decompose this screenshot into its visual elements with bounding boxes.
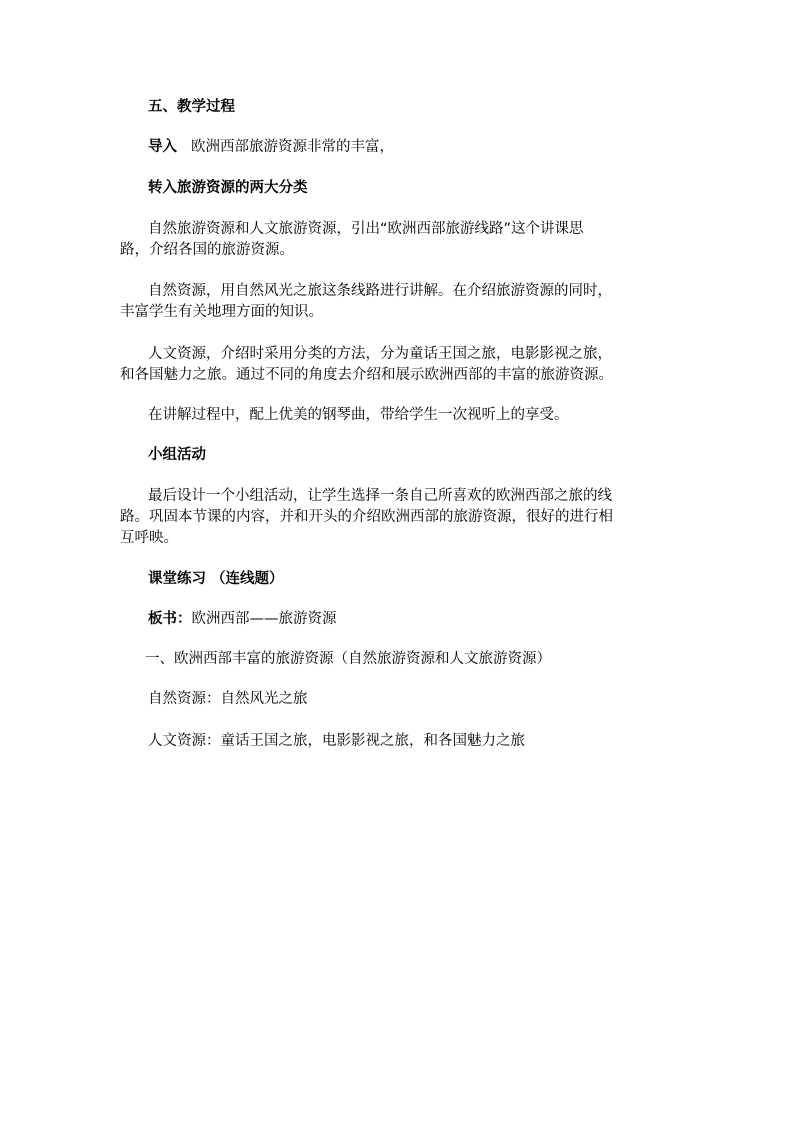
paragraph-line: 丰富学生有关地理方面的知识。 xyxy=(120,304,323,320)
board-line xyxy=(148,609,337,629)
exercise-heading: 课堂练习 （连线题） xyxy=(148,571,284,587)
section-title: 五、教学过程 xyxy=(148,99,235,115)
intro-text: 欧洲西部旅游资源非常的丰富， xyxy=(191,139,394,155)
intro-label: 导入 xyxy=(148,139,177,155)
intro-line xyxy=(148,137,394,157)
paragraph-line: 互呼映。 xyxy=(120,530,178,546)
paragraph-line: 路。巩固本节课的内容，并和开头的介绍欧洲西部的旅游资源，很好的进行相 xyxy=(120,509,613,525)
transition-heading: 转入旅游资源的两大分类 xyxy=(148,180,308,196)
paragraph-line: 在讲解过程中，配上优美的钢琴曲，带给学生一次视听上的享受。 xyxy=(148,407,569,423)
paragraph-line: 最后设计一个小组活动，让学生选择一条自己所喜欢的欧洲西部之旅的线 xyxy=(148,488,612,504)
board-item: 一、欧洲西部丰富的旅游资源（自然旅游资源和人文旅游资源） xyxy=(145,651,551,667)
paragraph-line: 自然资源，用自然风光之旅这条线路进行讲解。在介绍旅游资源的同时， xyxy=(148,283,612,299)
paragraph-line: 人文资源，介绍时采用分类的方法，分为童话王国之旅，电影影视之旅， xyxy=(148,346,612,362)
paragraph-line: 自然旅游资源和人文旅游资源，引出“欧洲西部旅游线路”这个讲课思 xyxy=(148,221,584,237)
paragraph-line: 和各国魅力之旅。通过不同的角度去介绍和展示欧洲西部的丰富的旅游资源。 xyxy=(120,367,613,383)
board-item: 人文资源：童话王国之旅，电影影视之旅，和各国魅力之旅 xyxy=(148,733,525,749)
paragraph-line: 路，介绍各国的旅游资源。 xyxy=(120,242,294,258)
board-label: 板书： xyxy=(148,611,192,627)
group-activity-heading: 小组活动 xyxy=(148,447,206,463)
board-item: 自然资源：自然风光之旅 xyxy=(148,691,308,707)
board-text: 欧洲西部——旅游资源 xyxy=(191,611,337,627)
